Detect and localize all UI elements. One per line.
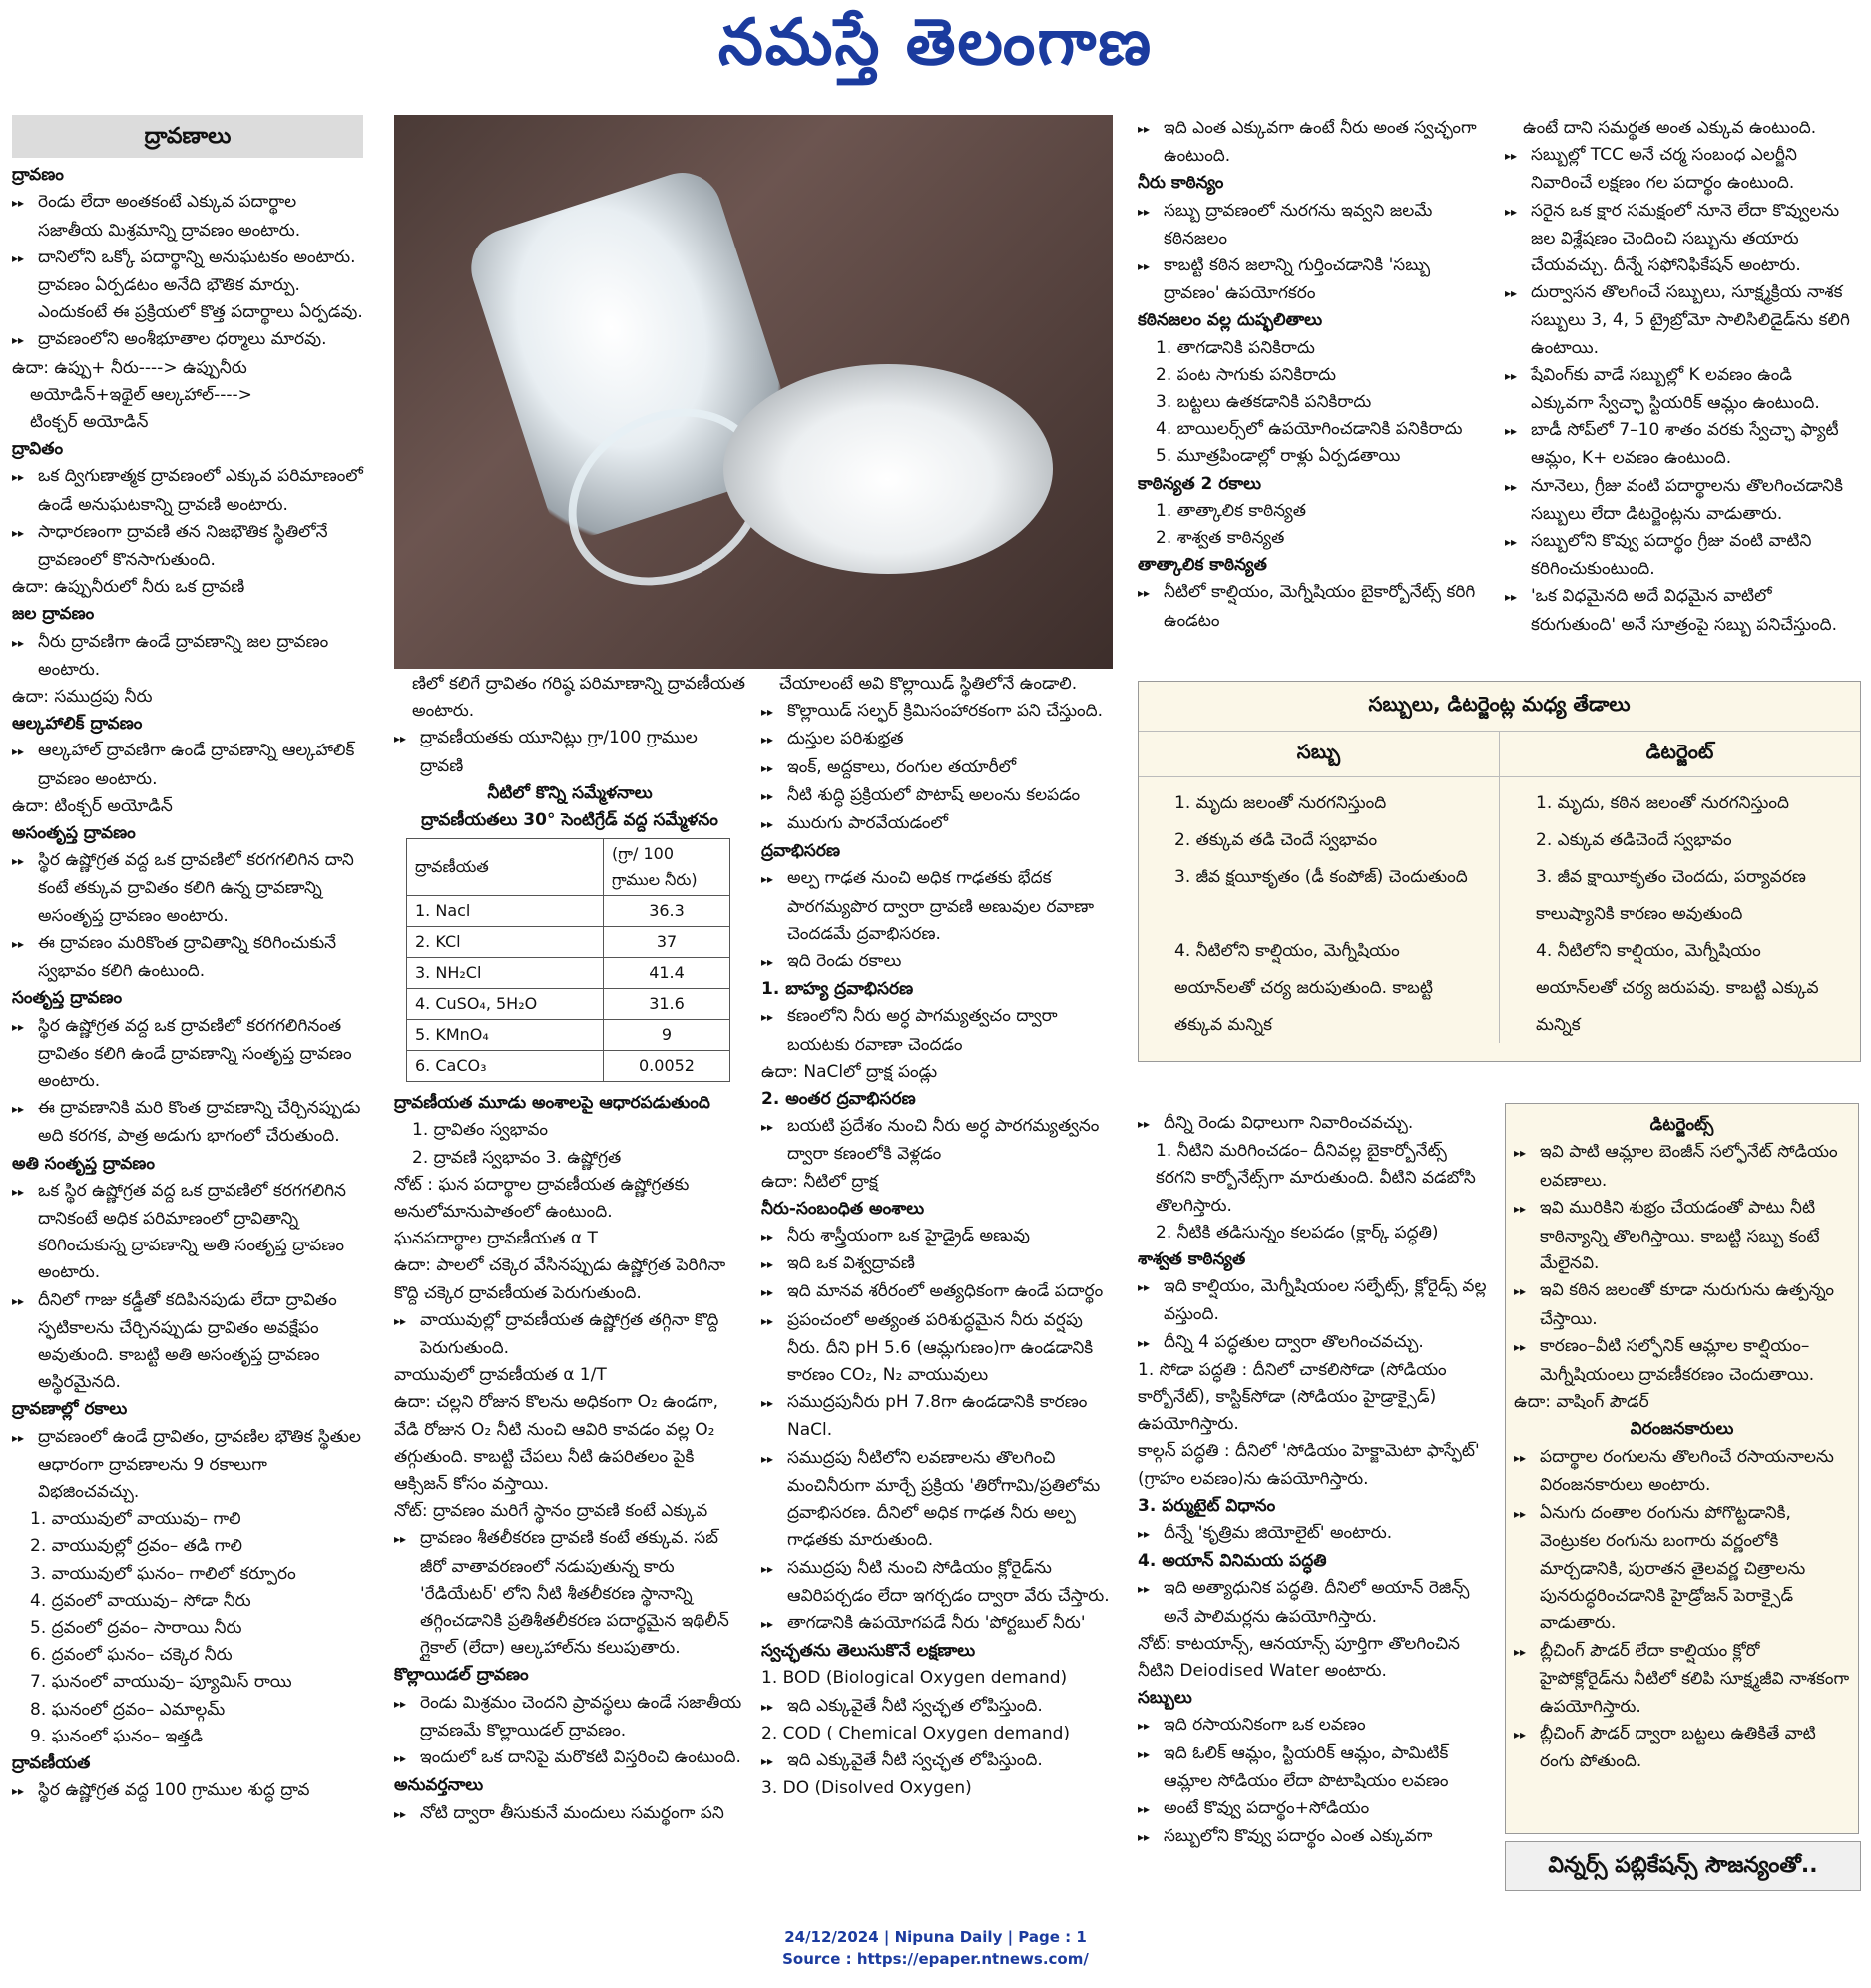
subheading: 1. బాహ్య ద్రవాభిసరణ xyxy=(761,979,914,1000)
subheading: 2. అంతర ద్రవాభిసరణ xyxy=(761,1089,916,1110)
soap-list xyxy=(1139,777,1500,1043)
bullet-item: ▸▸ కారణం–వీటి సల్ఫోనిక్ ఆమ్లాల కాల్షియం– మెగ్నీషియంలు ద్రావణీకరణం చెందుతాయి. xyxy=(1514,1333,1850,1389)
bullet-item: ▸▸ మురుగు పారవేయడంలో xyxy=(761,810,1113,838)
subheading: కొల్లాయిడల్ ద్రావణం xyxy=(394,1665,529,1686)
table-title-1: నీటిలో కొన్ని సమ్మేళనాలు xyxy=(487,782,653,803)
subheading: నీరు కాఠిన్యం xyxy=(1138,173,1224,194)
bullet-item: ▸▸ ఒక ద్విగుణాత్మక ద్రావణంలో ఎక్కువ పరిమాణంలో ఉండే అనుఘటకాన్ని ద్రావణి అంటారు. xyxy=(12,463,363,518)
detergent-header: డిటర్జెంట్ xyxy=(1645,740,1714,763)
compound-cell: 3. NH₂Cl xyxy=(407,958,604,989)
bullet-item: ▸▸ స్థిర ఉష్ణోగ్రత వద్ద ఒక ద్రావణిలో కరగగలిగిన దాని కంటే తక్కువ ద్రావితం కలిగి ఉన్న ద్రావణాన్ని అసంతృప్త ద్రావణం అంటారు. xyxy=(12,847,363,930)
subheading: ద్రావణం xyxy=(12,165,64,186)
table-row xyxy=(407,989,730,1020)
soap-point: 3. జీవ క్షయీకృతం (డీ కంపోజ్) చెందుతుంది xyxy=(1174,867,1468,887)
numbered-item: 8. ఘనంలో ద్రవం– ఎమాల్గమ్ xyxy=(30,1699,226,1720)
numbered-item: అయోడిన్+ఇథైల్ ఆల్కహాల్----> xyxy=(30,384,252,405)
subheading: ద్రావణాల్లో రకాలు xyxy=(12,1399,128,1420)
numbered-item: 3. వాయువులో ఘనం– గాలిలో కర్పూరం xyxy=(30,1563,296,1584)
paragraph-line: ఉదా: ఉప్పు+ నీరు----> ఉప్పునీరు xyxy=(12,357,247,378)
page-footer xyxy=(0,1926,1871,1970)
solubility-cell: 0.0052 xyxy=(604,1051,730,1082)
compound-cell: 1. Nacl xyxy=(407,896,604,927)
subheading: కఠినజలం వల్ల దుష్ఫలితాలు xyxy=(1138,310,1323,331)
bullet-item: ▸▸ ఇవి మురికిని శుభ్రం చేయడంతో పాటు నీటి కాఠిన్యాన్ని తొలగిస్తాయి. కాబట్టి సబ్బు కంటే మేలైనవి. xyxy=(1514,1195,1850,1277)
bullet-item: ▸▸ ఇవి కఠిన జలంతో కూడా నురుగును ఉత్పన్నం చేస్తాయి. xyxy=(1514,1277,1850,1333)
bullet-item: ▸▸ తాగడానికి ఉపయోగపడే నీరు 'పోర్టబుల్ నీరు' xyxy=(761,1610,1113,1638)
soap-vs-detergent-box xyxy=(1138,681,1861,1062)
bullet-item: ▸▸ సాధారణంగా ద్రావణి తన నిజభౌతిక స్థితిలోనే ద్రావణంలో కొనసాగుతుంది. xyxy=(12,519,363,574)
subheading: అసంతృప్త ద్రావణం xyxy=(12,823,136,844)
numbered-item: ఉంటే దాని సమర్థత అంత ఎక్కువ ఉంటుంది. xyxy=(1523,118,1817,138)
detergent-point: 4. నీటిలోని కాల్షియం, మెగ్నీషియం అయాన్‌లతో చర్య జరుపవు. కాబట్టి ఎక్కువ మన్నిక xyxy=(1536,941,1819,1035)
bullet-item: ▸▸ షేవింగ్‌కు వాడే సబ్బుల్లో K లవణం ఉండి ఎక్కువగా స్వేచ్ఛా స్టియరిక్ ఆమ్లం ఉంటుంది. xyxy=(1505,362,1859,417)
soap-vs-detergent-title: సబ్బులు, డిటర్జెంట్ల మధ్య తేడాలు xyxy=(1139,682,1860,732)
paragraph-line: ఉదా: పాలలో చక్కెర వేసినప్పుడు ఉష్ణోగ్రత పెరిగినా కొద్ది చక్కెర ద్రావణీయత పెరుగుతుంది. xyxy=(394,1255,726,1303)
paragraph-line: ఉదా: సముద్రపు నీరు xyxy=(12,687,153,708)
detergent-list xyxy=(1500,777,1860,1044)
footer-date-line: 24/12/2024 | Nipuna Daily | Page : 1 xyxy=(784,1928,1087,1946)
newspaper-masthead: నమస్తే తెలంగాణ xyxy=(717,6,1154,80)
bullet-item: ▸▸ ఆల్కహాల్ ద్రావణిగా ఉండే ద్రావణాన్ని ఆల్కహాలిక్ ద్రావణం అంటారు. xyxy=(12,738,363,792)
bullet-item: ▸▸ ద్రావణీయతకు యూనిట్లు గ్రా/100 గ్రాముల ద్రావణి xyxy=(394,725,745,779)
bullet-item: ▸▸ కొల్లాయిడ్ సల్ఫర్ క్రిమిసంహారకంగా పని చేస్తుంది. xyxy=(761,698,1113,726)
numbered-item: 1. తాత్కాలిక కాఠిన్యత xyxy=(1156,500,1306,521)
bullet-item: ▸▸ ఇది ఎంత ఎక్కువగా ఉంటే నీరు అంత స్వచ్ఛంగా ఉంటుంది. xyxy=(1138,115,1490,170)
subheading: ఆల్కహాలిక్ ద్రావణం xyxy=(12,714,143,735)
paragraph-line: నోట్: కాటయాన్స్, ఆనయాన్స్ పూర్తిగా తొలగించిన నీటిని Deiodised Water అంటారు. xyxy=(1138,1633,1460,1682)
column-5-body xyxy=(1505,115,1859,639)
table-title-2: ద్రావణీయతలు 30° సెంటిగ్రేడ్ వద్ద సమ్మేళనం xyxy=(421,810,718,831)
table-row xyxy=(407,1051,730,1082)
column-5 xyxy=(1505,115,1859,639)
bullet-item: ▸▸ బాడీ సోప్‌లో 7–10 శాతం వరకు స్వేచ్ఛా ఫ్యాటీ ఆమ్లం, K+ లవణం ఉంటుంది. xyxy=(1505,417,1859,472)
comparison-header xyxy=(1139,732,1860,777)
paragraph-line: వాయువులో ద్రావణీయత α 1/T xyxy=(394,1365,607,1386)
subheading: ద్రవాభిసరణ xyxy=(761,841,840,862)
numbered-item: 7. ఘనంలో వాయువు– ప్యూమిస్ రాయి xyxy=(30,1672,292,1693)
bullet-item: ▸▸ ద్రావణం శీతలీకరణ ద్రావణి కంటే తక్కువ. సబ్ జీరో వాతావరణంలో నడుపుతున్న కారు 'రేడియేటర్' లోని నీటి శీతలీకరణ స్థానాన్ని తగ్గించడానికి ప్రతిశీతలీకరణ పదార్థమైన ఇథిలీన్ గ్లైకాల్ (లేదా) ఆల్కహాల్‌ను కలుపుతారు. xyxy=(394,1525,745,1662)
paragraph-line: నోట్ : ఘన పదార్థాల ద్రావణీయత ఉష్ణోగ్రతకు అనులోమానుపాతంలో ఉంటుంది. xyxy=(394,1174,690,1223)
subheading: అనువర్తనాలు xyxy=(394,1775,484,1796)
bullet-item: ▸▸ దీన్నే 'కృత్రిమ జియోలైట్' అంటారు. xyxy=(1138,1520,1490,1548)
numbered-item: 2. శాశ్వత కాఠిన్యత xyxy=(1156,528,1285,549)
numbered-item: 3. బట్టలు ఉతకడానికి పనికిరాదు xyxy=(1156,392,1372,413)
bullet-item: ▸▸ సముద్రపునీరు pH 7.8గా ఉండడానికి కారణం NaCl. xyxy=(761,1389,1113,1444)
soap-header: సబ్బు xyxy=(1139,732,1500,776)
bullet-item: ▸▸ దీన్ని రెండు విధాలుగా నివారించవచ్చు. xyxy=(1138,1110,1490,1138)
paragraph-line: నోట్: ద్రావణం మరిగే స్థానం ద్రావణి కంటే ఎక్కువ xyxy=(394,1501,708,1522)
bullet-item: ▸▸ దానిలోని ఒక్కో పదార్థాన్ని అనుఘటకం అంటారు. ద్రావణం ఏర్పడటం అనేది భౌతిక మార్పు. ఎందుకంటే ఈ ప్రక్రియలో కొత్త పదార్థాలు ఏర్పడవు. xyxy=(12,245,363,327)
bullet-item: ▸▸ ఈ ద్రావణానికి మరి కొంత ద్రావణాన్ని చేర్చినప్పుడు అది కరగక, పాత్ర అడుగు భాగంలో చేరుతుంది. xyxy=(12,1095,363,1150)
solubility-cell: 37 xyxy=(604,927,730,958)
paragraph-line: ఉదా: నీటిలో ద్రాక్ష xyxy=(761,1171,878,1192)
bullet-item: ▸▸ దీనిలో గాజు కడ్డీతో కదిపినపుడు లేదా ద్రావితం స్ఫటికాలను చేర్చినప్పుడు ద్రావితం అవక్షేపం అవుతుంది. కాబట్టి అతి అసంతృప్త ద్రావణం అస్థిరమైనది. xyxy=(12,1287,363,1397)
subheading: ద్రావణీయత xyxy=(12,1752,91,1773)
solubility-cell: 9 xyxy=(604,1020,730,1051)
bullet-item: ▸▸ సబ్బులోని కొవ్వు పదార్థం గ్రీజు వంటి వాటిని కరిగించుకుంటుంది. xyxy=(1505,528,1859,583)
subheading: ద్రావితం xyxy=(12,439,64,460)
bullet-item: ▸▸ ఇది మానవ శరీరంలో అత్యధికంగా ఉండే పదార్థం xyxy=(761,1278,1113,1306)
bullet-item: ▸▸ ఇందులో ఒక దానిపై మరొకటి విస్తరించి ఉంటుంది. xyxy=(394,1744,745,1772)
bullet-item: ▸▸ నూనెలు, గ్రీజు వంటి పదార్థాలను తొలగించడానికి సబ్బులు లేదా డిటర్జెంట్లను వాడుతారు. xyxy=(1505,473,1859,528)
soap-point: 4. నీటిలోని కాల్షియం, మెగ్నీషియం అయాన్‌లతో చర్య జరుపుతుంది. కాబట్టి తక్కువ మన్నిక xyxy=(1174,941,1433,1035)
bullet-item: ▸▸ రెండు లేదా అంతకంటే ఎక్కువ పదార్థాల సజాతీయ మిశ్రమాన్ని ద్రావణం అంటారు. xyxy=(12,189,363,244)
bullet-item: ▸▸ ఈ ద్రావణం మరికొంత ద్రావితాన్ని కరిగించుకునే స్వభావం కలిగి ఉంటుంది. xyxy=(12,930,363,985)
bullet-item: ▸▸ అంటే కొవ్వు పదార్థం+సోడియం xyxy=(1138,1795,1490,1823)
bullet-item: ▸▸ ఇది ఒక విశ్వద్రావణి xyxy=(761,1250,1113,1278)
numbered-item: 2. వాయువుల్లో ద్రవం– తడి గాలి xyxy=(30,1536,242,1557)
section-title: ద్రావణాలు xyxy=(12,115,363,158)
bullet-item: ▸▸ ఏనుగు దంతాల రంగును పోగొట్టడానికి, వెంట్రుకల రంగును బంగారు వర్ణంలోకి మార్చడానికి, పురాతన తైలవర్ణ చిత్రాలను పునరుద్ధరించడానికి హైడ్రోజన్ పెరాక్సైడ్ వాడుతారు. xyxy=(1514,1500,1850,1638)
numbered-item: 5. మూత్రపిండాల్లో రాళ్లు ఏర్పడతాయి xyxy=(1156,446,1401,467)
numbered-item: 1. ద్రావితం స్వభావం xyxy=(412,1120,549,1141)
bullet-item: ▸▸ కణంలోని నీరు అర్ధ పాగమ్యత్వచం ద్వారా బయటకు రవాణా చెందడం xyxy=(761,1003,1113,1058)
table-row xyxy=(407,958,730,989)
paragraph-line: ఉదా: చల్లని రోజున కొలను అధికంగా O₂ ఉండగా, వేడి రోజున O₂ నీటి నుంచి ఆవిరి కావడం వల్ల O₂ తగ్గుతుంది. కాబట్టి చేపలు నీటి ఉపరితలం పైకి ఆక్సిజన్ కోసం వస్తాయి. xyxy=(394,1392,718,1495)
bullet-item: ▸▸ ఇది ఓలిక్ ఆమ్లం, స్టియరిక్ ఆమ్లం, పామిటిక్ ఆమ్లాల సోడియం లేదా పొటాషియం లవణం xyxy=(1138,1740,1490,1795)
paragraph-line: 2. COD ( Chemical Oxygen demand) xyxy=(761,1723,1071,1743)
subheading: 4. అయాన్ వినిమయ పద్ధతి xyxy=(1138,1551,1327,1572)
bullet-item: ▸▸ ఇంక్, అద్దకాలు, రంగుల తయారీలో xyxy=(761,754,1113,782)
numbered-item: 2. పంట సాగుకు పనికిరాదు xyxy=(1156,364,1337,385)
credit-box: విన్నర్స్ పబ్లికేషన్స్ సౌజన్యంతో.. xyxy=(1505,1841,1861,1891)
column-2 xyxy=(394,671,745,1828)
solubility-cell: 36.3 xyxy=(604,896,730,927)
bullet-item: ▸▸ ఇది కాల్షియం, మెగ్నీషియంల సల్ఫేట్స్, క్లోరైడ్స్ వల్ల వస్తుంది. xyxy=(1138,1273,1490,1328)
numbered-item: ణిలో కలిగే ద్రావితం గరిష్ఠ పరిమాణాన్ని ద్రావణీయత అంటారు. xyxy=(412,674,745,722)
box-subheading: విరంజనకారులు xyxy=(1630,1419,1734,1440)
bullet-item: ▸▸ ఇవి పాటి ఆమ్లాల బెంజీన్ సల్ఫోనేట్ సోడియం లవణాలు. xyxy=(1514,1139,1850,1195)
compound-cell: 4. CuSO₄, 5H₂O xyxy=(407,989,604,1020)
bullet-item: ▸▸ అల్ప గాఢత నుంచి అధిక గాఢతకు భేదక పారగమ్యపొర ద్వారా ద్రావణి అణువుల రవాణా చెందడమే ద్రవాభిసరణ. xyxy=(761,865,1113,948)
table-header-cell: ద్రావణీయత xyxy=(407,839,604,896)
footer-source-line[interactable]: Source : https://epaper.ntnews.com/ xyxy=(782,1950,1089,1968)
numbered-item: 9. ఘనంలో ఘనం– ఇత్తడి xyxy=(30,1726,204,1746)
bullet-item: ▸▸ బ్లీచింగ్ పౌడర్ లేదా కాల్షియం క్లోరో హైపోక్లోరైడ్‌ను నీటిలో కలిపి సూక్ష్మజీవి నాశకంగా ఉపయోగిస్తారు. xyxy=(1514,1638,1850,1721)
bullet-item: ▸▸ దుర్వాసన తొలగించే సబ్బులు, సూక్ష్మక్రియ నాశక సబ్బులు 3, 4, 5 ట్రైబ్రోమో సాలిసిలిడైడ్‌ను కలిగి ఉంటాయి. xyxy=(1505,279,1859,362)
paragraph-line: 1. BOD (Biological Oxygen demand) xyxy=(761,1668,1068,1689)
solubility-cell: 41.4 xyxy=(604,958,730,989)
box-subheading: డిటర్జెంట్స్ xyxy=(1649,1115,1714,1135)
bullet-item: ▸▸ ప్రపంచంలో అత్యంత పరిశుద్ధమైన నీరు వర్షపు నీరు. దీని pH 5.6 (ఆమ్లగుణం)గా ఉండడానికి కారణం CO₂, N₂ వాయువులు xyxy=(761,1307,1113,1390)
subheading: శాశ్వత కాఠిన్యత xyxy=(1138,1249,1246,1270)
bullet-item: ▸▸ నీటిలో కాల్షియం, మెగ్నీషియం బైకార్బోనేట్స్ కరిగి ఉండటం xyxy=(1138,579,1490,634)
bullet-item: ▸▸ సముద్రపు నీటి నుంచి సోడియం క్లోరైడ్‌ను ఆవిరిపర్చడం లేదా ఇగర్చడం ద్వారా వేరు చేస్తారు. xyxy=(761,1555,1113,1610)
subheading: స్వచ్ఛతను తెలుసుకొనే లక్షణాలు xyxy=(761,1641,976,1662)
subheading: సబ్బులు xyxy=(1138,1688,1192,1709)
bullet-item: ▸▸ ఇది ఎక్కువైతే నీటి స్వచ్ఛత లోపిస్తుంది. xyxy=(761,1747,1113,1775)
column-3 xyxy=(761,671,1113,1802)
bullet-item: ▸▸ సబ్బుల్లో TCC అనే చర్మ సంబంధ ఎలర్జీని నివారించే లక్షణం గల పదార్థం ఉంటుంది. xyxy=(1505,142,1859,197)
solubility-cell: 31.6 xyxy=(604,989,730,1020)
soap-point: 1. మృదు జలంతో నురగనిస్తుంది xyxy=(1174,793,1387,813)
bullet-item: ▸▸ పదార్థాల రంగులను తొలగించే రసాయనాలను విరంజనకారులు అంటారు. xyxy=(1514,1444,1850,1500)
subheading: 3. పర్ముటైట్ విధానం xyxy=(1138,1495,1276,1516)
subheading: ద్రావణీయత మూడు అంశాలపై ఆధారపడుతుంది xyxy=(394,1093,710,1114)
article-page xyxy=(12,115,1859,1911)
table-header-row xyxy=(407,839,730,896)
solubility-table xyxy=(406,838,730,1082)
numbered-item: 1. తాగడానికి పనికిరాదు xyxy=(1156,337,1315,358)
bullet-item: ▸▸ సముద్రపు నీటిలోని లవణాలను తొలగించి మంచినీరుగా మార్చే ప్రక్రియ 'తిరోగామి/ప్రతిలోమ ద్రవాభిసరణ. దీనిలో అధిక గాఢత నీరు అల్ప గాఢతకు మారుతుంది. xyxy=(761,1445,1113,1555)
bullet-item: ▸▸ ఇది అత్యాధునిక పద్ధతి. దీనిలో అయాన్ రెజిన్స్ అనే పాలిమర్లను ఉపయోగిస్తారు. xyxy=(1138,1575,1490,1630)
column-2-body xyxy=(394,671,745,780)
soap-point xyxy=(1174,896,1485,933)
compound-cell: 6. CaCO₃ xyxy=(407,1051,604,1082)
bullet-item: ▸▸ సరైన ఒక క్షార సమక్షంలో నూనె లేదా కొవ్వులను జల విశ్లేషణం చెందించి సబ్బును తయారు చేయవచ్చు. దీన్నే సఫోనిఫికేషన్ అంటారు. xyxy=(1505,198,1859,280)
subheading: తాత్కాలిక కాఠిన్యత xyxy=(1138,555,1267,576)
paragraph-line: 1. సోడా పద్ధతి : దీనిలో చాకలిసోడా (సోడియం కార్బోనేట్), కాస్టిక్‌సోడా (సోడియం హైడ్రాక్సైడ్) ఉపయోగిస్తారు. xyxy=(1138,1359,1447,1435)
subheading: కాఠిన్యత 2 రకాలు xyxy=(1138,473,1261,494)
column-3-body xyxy=(761,671,1113,1802)
numbered-item: 6. ద్రవంలో ఘనం– చక్కెర నీరు xyxy=(30,1645,233,1666)
paragraph-line: ఉదా: టింక్చర్ అయోడిన్ xyxy=(12,795,173,816)
detergents-box xyxy=(1505,1103,1859,1834)
paragraph-line: ఉదా: వాషింగ్ పౌడర్ xyxy=(1514,1392,1649,1413)
compound-cell: 2. KCl xyxy=(407,927,604,958)
bullet-item: ▸▸ బయటి ప్రదేశం నుంచి నీరు అర్ధ పారగమ్యత్వనం ద్వారా కణంలోకి వెళ్లడం xyxy=(761,1113,1113,1168)
spilled-salt xyxy=(723,364,1053,574)
numbered-item: టింక్చర్ అయోడిన్ xyxy=(30,412,149,433)
detergent-point: 3. జీవ క్షాయీకృతం చెందదు, పర్యావరణ కాలుష్యానికి కారణం అవుతుంది xyxy=(1536,867,1806,924)
paragraph-line: ఘనపదార్థాల ద్రావణీయత α T xyxy=(394,1229,598,1249)
bullet-item: ▸▸ దుస్తుల పరిశుభ్రత xyxy=(761,726,1113,753)
compound-cell: 5. KMnO₄ xyxy=(407,1020,604,1051)
column-1 xyxy=(12,115,363,1805)
detergent-point: 2. ఎక్కువ తడిచెందే స్వభావం xyxy=(1536,830,1732,850)
soap-point: 2. తక్కువ తడి చెందే స్వభావం xyxy=(1174,830,1378,850)
numbered-item: 1. నీటిని మరిగించడం– దీనివల్ల బైకార్బోనేట్స్ కరగని కార్బోనేట్స్‌గా మారుతుంది. వీటిని వడబోసి తొలగిస్తారు. xyxy=(1156,1141,1476,1216)
subheading: నీరు-సంబంధిత అంశాలు xyxy=(761,1198,925,1219)
comparison-body xyxy=(1139,777,1860,1044)
subheading: సంతృప్త ద్రావణం xyxy=(12,988,123,1009)
column-1-body xyxy=(12,162,363,1805)
bullet-item: ▸▸ నీరు ద్రావణిగా ఉండే ద్రావణాన్ని జల ద్రావణం అంటారు. xyxy=(12,629,363,684)
paragraph-line: కాల్గన్ పద్ధతి : దీనిలో 'సోడియం హెక్జామెటా ఫాస్ఫేట్' (గ్రాహం లవణం)ను ఉపయోగిస్తారు. xyxy=(1138,1441,1480,1489)
bullet-item: ▸▸ రెండు మిశ్రమం చెందని ప్రావస్థలు ఉండే సజాతీయ ద్రావణమే కొల్లాయిడల్ ద్రావణం. xyxy=(394,1690,745,1744)
numbered-item: 4. బాయిలర్స్‌లో ఉపయోగించడానికి పనికిరాదు xyxy=(1156,419,1463,440)
numbered-item: చేయాలంటే అవి కొల్లాయిడ్ స్థితిలోనే ఉండాలి. xyxy=(779,674,1078,694)
paragraph-line: ఉదా: ఉప్పునీరులో నీరు ఒక ద్రావణి xyxy=(12,577,245,598)
subheading: జల ద్రావణం xyxy=(12,604,95,625)
table-row xyxy=(407,927,730,958)
bullet-item: ▸▸ బ్లీచింగ్ పౌడర్ ద్వారా బట్టలు ఉతికితే వాటి రంగు పోతుంది. xyxy=(1514,1721,1850,1776)
paragraph-line: ఉదా: NaClలో ద్రాక్ష పండ్లు xyxy=(761,1061,938,1082)
bullet-item: ▸▸ స్థిర ఉష్ణోగ్రత వద్ద 100 గ్రాముల శుద్ధ ద్రావ xyxy=(12,1777,363,1805)
numbered-item: 2. నీటికి తడిసున్నం కలపడం (క్లార్క్ పద్ధతి) xyxy=(1156,1222,1439,1242)
paragraph-line: 3. DO (Disolved Oxygen) xyxy=(761,1778,972,1799)
bullet-item: ▸▸ కాబట్టి కఠిన జలాన్ని గుర్తించడానికి 'సబ్బు ద్రావణం' ఉపయోగకరం xyxy=(1138,252,1490,307)
bullet-item: ▸▸ ఒక స్థిర ఉష్ణోగ్రత వద్ద ఒక ద్రావణిలో కరగగలిగిన దానికంటే అధిక పరిమాణంలో ద్రావితాన్ని కరిగించుకున్న ద్రావణాన్ని అతి సంతృప్త ద్రావణం అంటారు. xyxy=(12,1178,363,1287)
bullet-item: ▸▸ దీన్ని 4 పద్ధతుల ద్వారా తొలగించవచ్చు. xyxy=(1138,1329,1490,1357)
bullet-item: ▸▸ ఇది ఎక్కువైతే నీటి స్వచ్ఛత లోపిస్తుంది. xyxy=(761,1693,1113,1721)
column-4 xyxy=(1138,115,1490,635)
detergents-box-body xyxy=(1514,1112,1850,1776)
numbered-item: 4. ద్రవంలో వాయువు– సోడా నీరు xyxy=(30,1590,251,1611)
bullet-item: ▸▸ నోటి ద్వారా తీసుకునే మందులు సమర్థంగా పని xyxy=(394,1800,745,1828)
bullet-item: ▸▸ నీరు శాస్త్రీయంగా ఒక హైడ్రైడ్ అణువు xyxy=(761,1223,1113,1250)
bullet-item: ▸▸ ఇది రెండు రకాలు xyxy=(761,948,1113,976)
bullet-item: ▸▸ సబ్బులోని కొవ్వు పదార్థం ఎంత ఎక్కువగా xyxy=(1138,1823,1490,1851)
table-header-cell: (గ్రా/ 100 గ్రాముల నీరు) xyxy=(604,839,730,896)
bullet-item: ▸▸ ద్రావణంలో ఉండే ద్రావితం, ద్రావణిల భౌతిక స్థితుల ఆధారంగా ద్రావణాలను 9 రకాలుగా విభజించవచ్చు. xyxy=(12,1424,363,1507)
bullet-item: ▸▸ ద్రావణంలోని అంశీభూతాల ధర్మాలు మారవు. xyxy=(12,326,363,354)
bullet-item: ▸▸ సబ్బు ద్రావణంలో నురగను ఇవ్వని జలమే కఠినజలం xyxy=(1138,198,1490,252)
bullet-item: ▸▸ ఇది రసాయనికంగా ఒక లవణం xyxy=(1138,1712,1490,1740)
bullet-item: ▸▸ నీటి శుద్ధి ప్రక్రియలో పొటాష్ అలంను కలపడం xyxy=(761,782,1113,810)
bullet-item: ▸▸ 'ఒక విధమైనది అదే విధమైన వాటిలో కరుగుతుంది' అనే సూత్రంపై సబ్బు పనిచేస్తుంది. xyxy=(1505,583,1859,638)
column-4-lower xyxy=(1138,1110,1490,1851)
column-4-body xyxy=(1138,115,1490,635)
numbered-item: 5. ద్రవంలో ద్రవం– సారాయి నీరు xyxy=(30,1617,242,1638)
column-4-lower-body xyxy=(1138,1110,1490,1851)
detergent-point: 1. మృదు, కఠిన జలంతో నురగనిస్తుంది xyxy=(1536,793,1790,813)
bullet-item: ▸▸ స్థిర ఉష్ణోగ్రత వద్ద ఒక ద్రావణిలో కరగగలిగినంత ద్రావితం కలిగి ఉండే ద్రావణాన్ని సంతృప్త ద్రావణం అంటారు. xyxy=(12,1013,363,1096)
column-2-body-b xyxy=(394,1090,745,1827)
bullet-item: ▸▸ వాయువుల్లో ద్రావణీయత ఉష్ణోగ్రత తగ్గినా కొద్ది పెరుగుతుంది. xyxy=(394,1307,745,1362)
numbered-item: 2. ద్రావణి స్వభావం 3. ఉష్ణోగ్రత xyxy=(412,1147,622,1168)
table-row xyxy=(407,896,730,927)
table-row xyxy=(407,1020,730,1051)
subheading: అతి సంతృప్త ద్రావణం xyxy=(12,1153,155,1174)
salt-jar-photo xyxy=(394,115,1113,669)
numbered-item: 1. వాయువులో వాయువు– గాలి xyxy=(30,1509,241,1530)
